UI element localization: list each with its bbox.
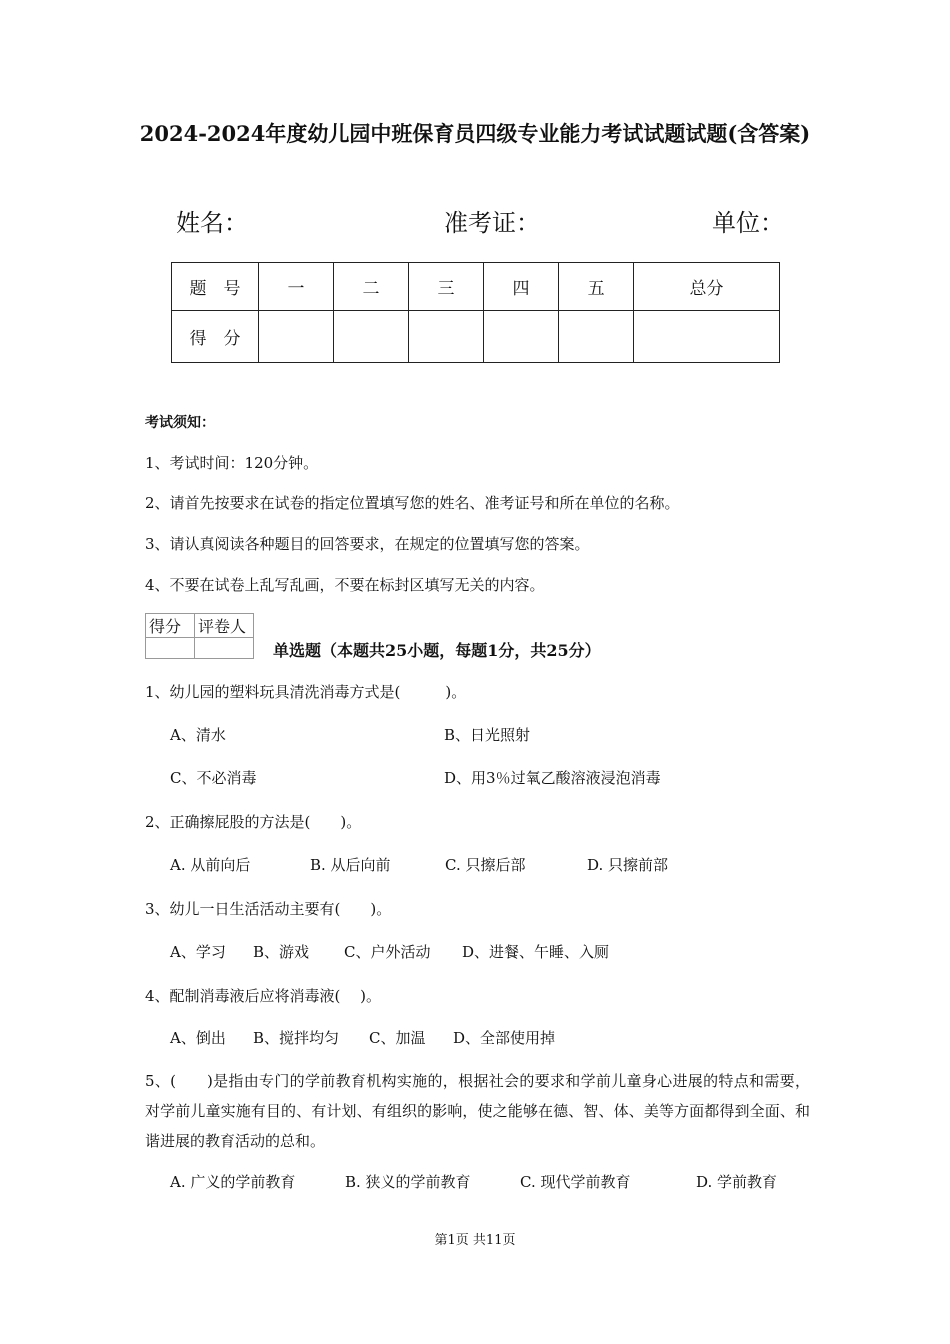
score-cell-total[interactable] bbox=[634, 311, 780, 363]
question-3-stem: 3、幼儿一日生活活动主要有( )。 bbox=[145, 900, 392, 918]
score-header-3: 三 bbox=[409, 263, 484, 311]
exam-number-field-label: 准考证： bbox=[444, 209, 540, 237]
question-1-option-d[interactable]: D、用3％过氧乙酸溶液浸泡消毒 bbox=[444, 769, 661, 787]
unit-field-label: 单位： bbox=[712, 209, 784, 237]
notice-item-3: 3、请认真阅读各种题目的回答要求，在规定的位置填写您的答案。 bbox=[145, 535, 590, 553]
score-table bbox=[171, 262, 780, 363]
score-table-score-row bbox=[172, 311, 780, 363]
notice-item-1: 1、考试时间：120分钟。 bbox=[145, 454, 319, 472]
document-title: 2024-2024年度幼儿园中班保育员四级专业能力考试试题试题(含答案) bbox=[139, 121, 811, 146]
question-2-option-c[interactable]: C. 只擦后部 bbox=[445, 856, 526, 874]
score-header-4: 四 bbox=[484, 263, 559, 311]
score-cell-1[interactable] bbox=[259, 311, 334, 363]
question-5-option-a[interactable]: A. 广义的学前教育 bbox=[170, 1173, 296, 1191]
grader-name-label: 评卷人 bbox=[195, 614, 254, 638]
notice-heading: 考试须知： bbox=[145, 415, 215, 431]
page-footer: 第1页 共11页 bbox=[434, 1233, 516, 1248]
score-table-header-row bbox=[172, 263, 780, 311]
question-1-option-a[interactable]: A、清水 bbox=[170, 726, 226, 744]
notice-item-4: 4、不要在试卷上乱写乱画，不要在标封区填写无关的内容。 bbox=[145, 576, 545, 594]
question-1-option-c[interactable]: C、不必消毒 bbox=[170, 769, 257, 787]
score-cell-4[interactable] bbox=[484, 311, 559, 363]
question-3-option-d[interactable]: D、进餐、午睡、入厕 bbox=[462, 943, 610, 961]
score-header-2: 二 bbox=[334, 263, 409, 311]
name-field-label: 姓名： bbox=[176, 209, 248, 237]
section-title: 单选题（本题共25小题，每题1分，共25分） bbox=[273, 641, 601, 660]
grader-box bbox=[145, 613, 254, 659]
question-5-option-d[interactable]: D. 学前教育 bbox=[696, 1173, 778, 1191]
question-5-option-b[interactable]: B. 狭义的学前教育 bbox=[345, 1173, 471, 1191]
score-cell-5[interactable] bbox=[559, 311, 634, 363]
question-4-stem: 4、配制消毒液后应将消毒液( )。 bbox=[145, 987, 382, 1005]
question-2-option-a[interactable]: A. 从前向后 bbox=[170, 856, 251, 874]
question-2-option-d[interactable]: D. 只擦前部 bbox=[587, 856, 669, 874]
question-4-option-d[interactable]: D、全部使用掉 bbox=[453, 1029, 556, 1047]
score-header-5: 五 bbox=[559, 263, 634, 311]
score-label: 得 分 bbox=[172, 311, 259, 363]
question-3-option-a[interactable]: A、学习 bbox=[170, 943, 226, 961]
score-cell-3[interactable] bbox=[409, 311, 484, 363]
question-1-stem: 1、幼儿园的塑料玩具清洗消毒方式是( )。 bbox=[145, 683, 467, 701]
question-5-stem: 5、( )是指由专门的学前教育机构实施的，根据社会的要求和学前儿童身心进展的特点和需要，对学前儿童实施有目的、有计划、有组织的影响，使之能够在德、智、体、美等方面都得到全面、和谐进展的教育活动的总和。 bbox=[145, 1072, 810, 1150]
question-number-label: 题 号 bbox=[172, 263, 259, 311]
question-3-option-c[interactable]: C、户外活动 bbox=[344, 943, 431, 961]
grader-name-cell[interactable] bbox=[195, 638, 254, 659]
question-4-option-c[interactable]: C、加温 bbox=[369, 1029, 426, 1047]
question-1-option-b[interactable]: B、日光照射 bbox=[444, 726, 531, 744]
grader-score-label: 得分 bbox=[146, 614, 195, 638]
question-2-stem: 2、正确擦屁股的方法是( )。 bbox=[145, 813, 362, 831]
question-4-option-a[interactable]: A、倒出 bbox=[170, 1029, 226, 1047]
notice-item-2: 2、请首先按要求在试卷的指定位置填写您的姓名、准考证号和所在单位的名称。 bbox=[145, 494, 680, 512]
question-4-option-b[interactable]: B、搅拌均匀 bbox=[253, 1029, 340, 1047]
score-header-1: 一 bbox=[259, 263, 334, 311]
score-cell-2[interactable] bbox=[334, 311, 409, 363]
grader-score-cell[interactable] bbox=[146, 638, 195, 659]
question-3-option-b[interactable]: B、游戏 bbox=[253, 943, 310, 961]
question-2-option-b[interactable]: B. 从后向前 bbox=[310, 856, 391, 874]
score-header-total: 总分 bbox=[634, 263, 780, 311]
question-5-option-c[interactable]: C. 现代学前教育 bbox=[520, 1173, 631, 1191]
